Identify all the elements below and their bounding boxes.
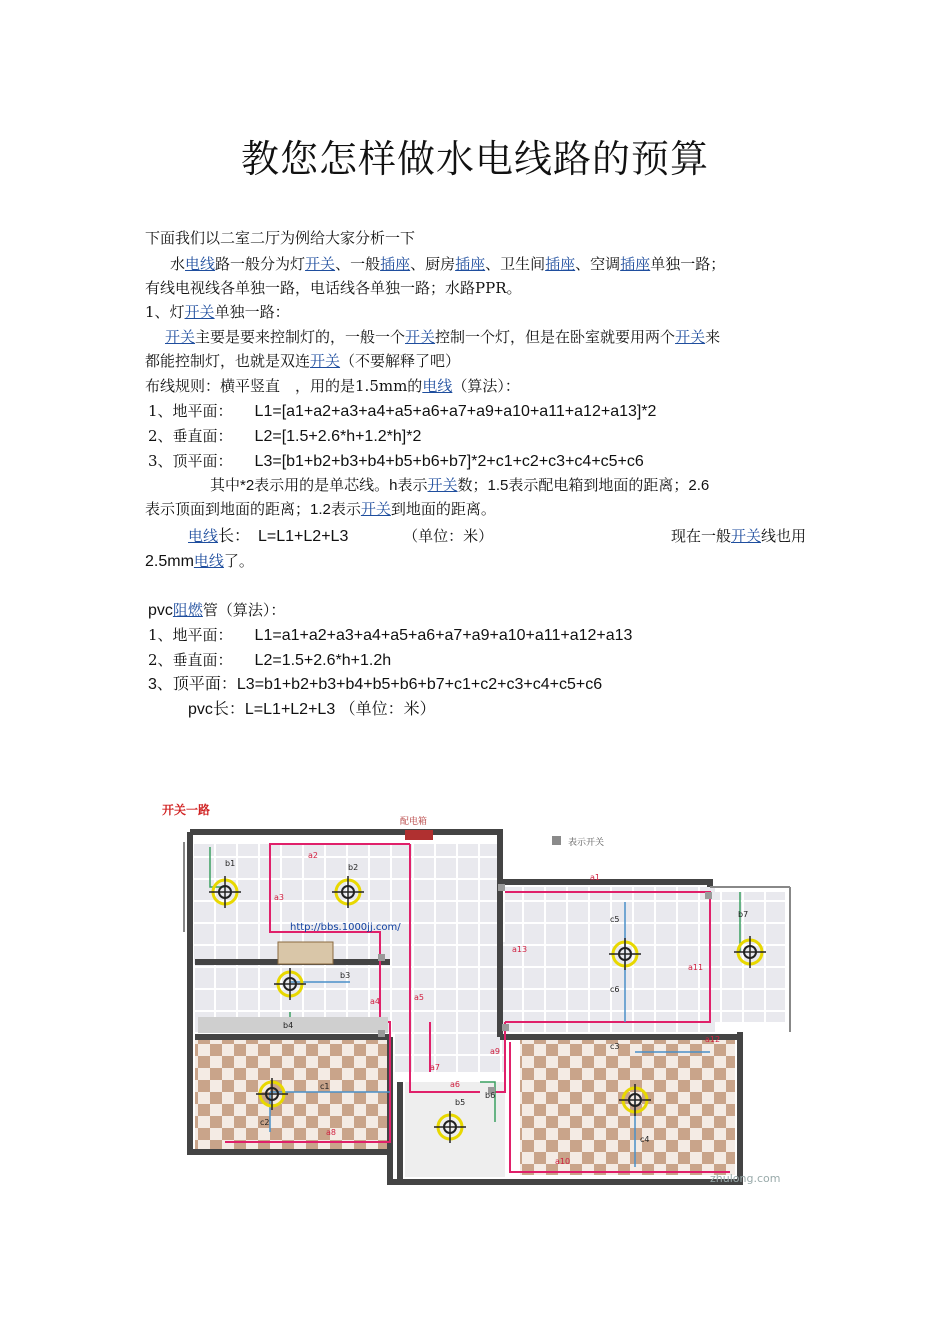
paragraph-line: 布线规则：横平竖直 ，用的是1.5mm的电线（算法）：	[145, 377, 520, 395]
svg-text:a12: a12	[705, 1035, 721, 1044]
intro-line: 下面我们以二室二厅为例给大家分析一下	[145, 229, 416, 247]
floor-plan-svg	[150, 792, 800, 1202]
paragraph-line: 开关主要是要来控制灯的，一般一个开关控制一个灯，但是在卧室就要用两个开关来	[165, 328, 721, 346]
link-switch[interactable]: 开关	[360, 501, 391, 518]
svg-text:a5: a5	[414, 993, 424, 1002]
svg-text:a1: a1	[590, 873, 600, 882]
link-switch[interactable]: 开关	[405, 328, 436, 346]
svg-text:b1: b1	[225, 859, 236, 868]
svg-text:a10: a10	[555, 1157, 571, 1166]
paragraph-line: 有线电视线各单独一路，电话线各单独一路；水路PPR。	[145, 279, 522, 297]
hall-floor	[395, 942, 505, 1072]
link-switch[interactable]: 开关	[305, 255, 336, 273]
plan-heading: 开关一路	[162, 803, 211, 817]
svg-text:b4: b4	[283, 1021, 294, 1030]
svg-text:b3: b3	[340, 971, 351, 980]
svg-text:a4: a4	[370, 997, 380, 1006]
section-heading: 1、灯开关单独一路：	[145, 303, 290, 321]
link-socket[interactable]: 插座	[620, 255, 651, 273]
link-switch[interactable]: 开关	[184, 303, 215, 321]
link-switch[interactable]: 开关	[310, 352, 341, 370]
link-socket[interactable]: 插座	[545, 255, 576, 273]
link-switch[interactable]: 开关	[427, 477, 458, 494]
formula-line: 2、垂直面： L2=[1.5+2.6*h+1.2*h]*2	[148, 427, 422, 445]
panel-label: 配电箱	[400, 817, 428, 827]
link-fire-retardant[interactable]: 阻燃	[172, 601, 203, 619]
svg-text:a11: a11	[688, 963, 704, 972]
distribution-panel-icon	[405, 830, 433, 840]
section-heading: pvc阻燃管（算法）：	[148, 601, 286, 619]
svg-text:c2: c2	[260, 1118, 270, 1127]
link-switch[interactable]: 开关	[165, 328, 196, 346]
link-switch[interactable]: 开关	[730, 527, 761, 545]
page-title: 教您怎样做水电线路的预算	[240, 137, 709, 181]
link-socket[interactable]: 插座	[380, 255, 411, 273]
svg-text:c4: c4	[640, 1135, 650, 1144]
watermark-url: http://bbs.1000jj.com/	[290, 922, 401, 933]
svg-text:c1: c1	[320, 1082, 330, 1091]
link-switch[interactable]: 开关	[675, 328, 706, 346]
switch-legend-icon	[552, 836, 561, 845]
svg-text:c6: c6	[610, 985, 620, 994]
paragraph-line: 电线长： L=L1+L2+L3 （单位：米） 现在一般开关线也用	[188, 527, 806, 545]
svg-text:a8: a8	[326, 1128, 336, 1137]
floor-plan-diagram	[150, 792, 800, 1202]
svg-text:a13: a13	[512, 945, 528, 954]
svg-text:a3: a3	[274, 893, 284, 902]
svg-text:a2: a2	[308, 851, 318, 860]
link-wire[interactable]: 电线	[193, 552, 224, 570]
link-wire[interactable]: 电线	[185, 255, 216, 273]
svg-text:a7: a7	[430, 1063, 440, 1072]
paragraph-line: 都能控制灯，也就是双连开关（不要解释了吧）	[145, 352, 461, 370]
bedroom-floor	[505, 887, 715, 1037]
svg-text:b6: b6	[485, 1091, 496, 1100]
paragraph-line: 表示顶面到地面的距离；1.2表示开关到地面的距离。	[145, 501, 496, 518]
formula-line: 3、顶平面：L3=b1+b2+b3+b4+b5+b6+b7+c1+c2+c3+c4+c5+c6	[148, 676, 603, 693]
paragraph-circuits: 水电线路一般分为灯开关、一般插座、厨房插座、卫生间插座、空调插座单独一路；	[170, 255, 726, 273]
svg-text:c3: c3	[610, 1042, 620, 1051]
link-wire[interactable]: 电线	[188, 527, 219, 545]
link-socket[interactable]: 插座	[455, 255, 486, 273]
paragraph-line: 其中*2表示用的是单芯线。h表示开关数；1.5表示配电箱到地面的距离；2.6	[210, 477, 710, 494]
formula-line: 1、地平面： L1=[a1+a2+a3+a4+a5+a6+a7+a9+a10+a11+a12+a13]*2	[148, 402, 657, 420]
svg-text:a9: a9	[490, 1047, 500, 1056]
legend-label: 表示开关	[568, 838, 605, 848]
formula-line: 3、顶平面： L3=[b1+b2+b3+b4+b5+b6+b7]*2+c1+c2+c3+c4+c5+c6	[148, 452, 644, 470]
formula-line: pvc长：L=L1+L2+L3 （单位：米）	[188, 701, 436, 718]
room-floor-checker	[195, 1040, 390, 1150]
svg-text:a6: a6	[450, 1080, 460, 1089]
svg-text:c5: c5	[610, 915, 620, 924]
formula-line: 1、地平面： L1=a1+a2+a3+a4+a5+a6+a7+a9+a10+a11+a12+a13	[148, 626, 633, 644]
svg-text:b2: b2	[348, 863, 359, 872]
svg-text:b5: b5	[455, 1098, 466, 1107]
link-wire[interactable]: 电线	[422, 377, 453, 395]
corner-watermark: zhulong.com	[710, 1172, 781, 1185]
svg-text:b7: b7	[738, 910, 749, 919]
formula-line: 2、垂直面： L2=1.5+2.6*h+1.2h	[148, 651, 392, 669]
paragraph-line: 2.5mm电线了。	[145, 552, 254, 570]
furniture-icon	[278, 942, 333, 964]
